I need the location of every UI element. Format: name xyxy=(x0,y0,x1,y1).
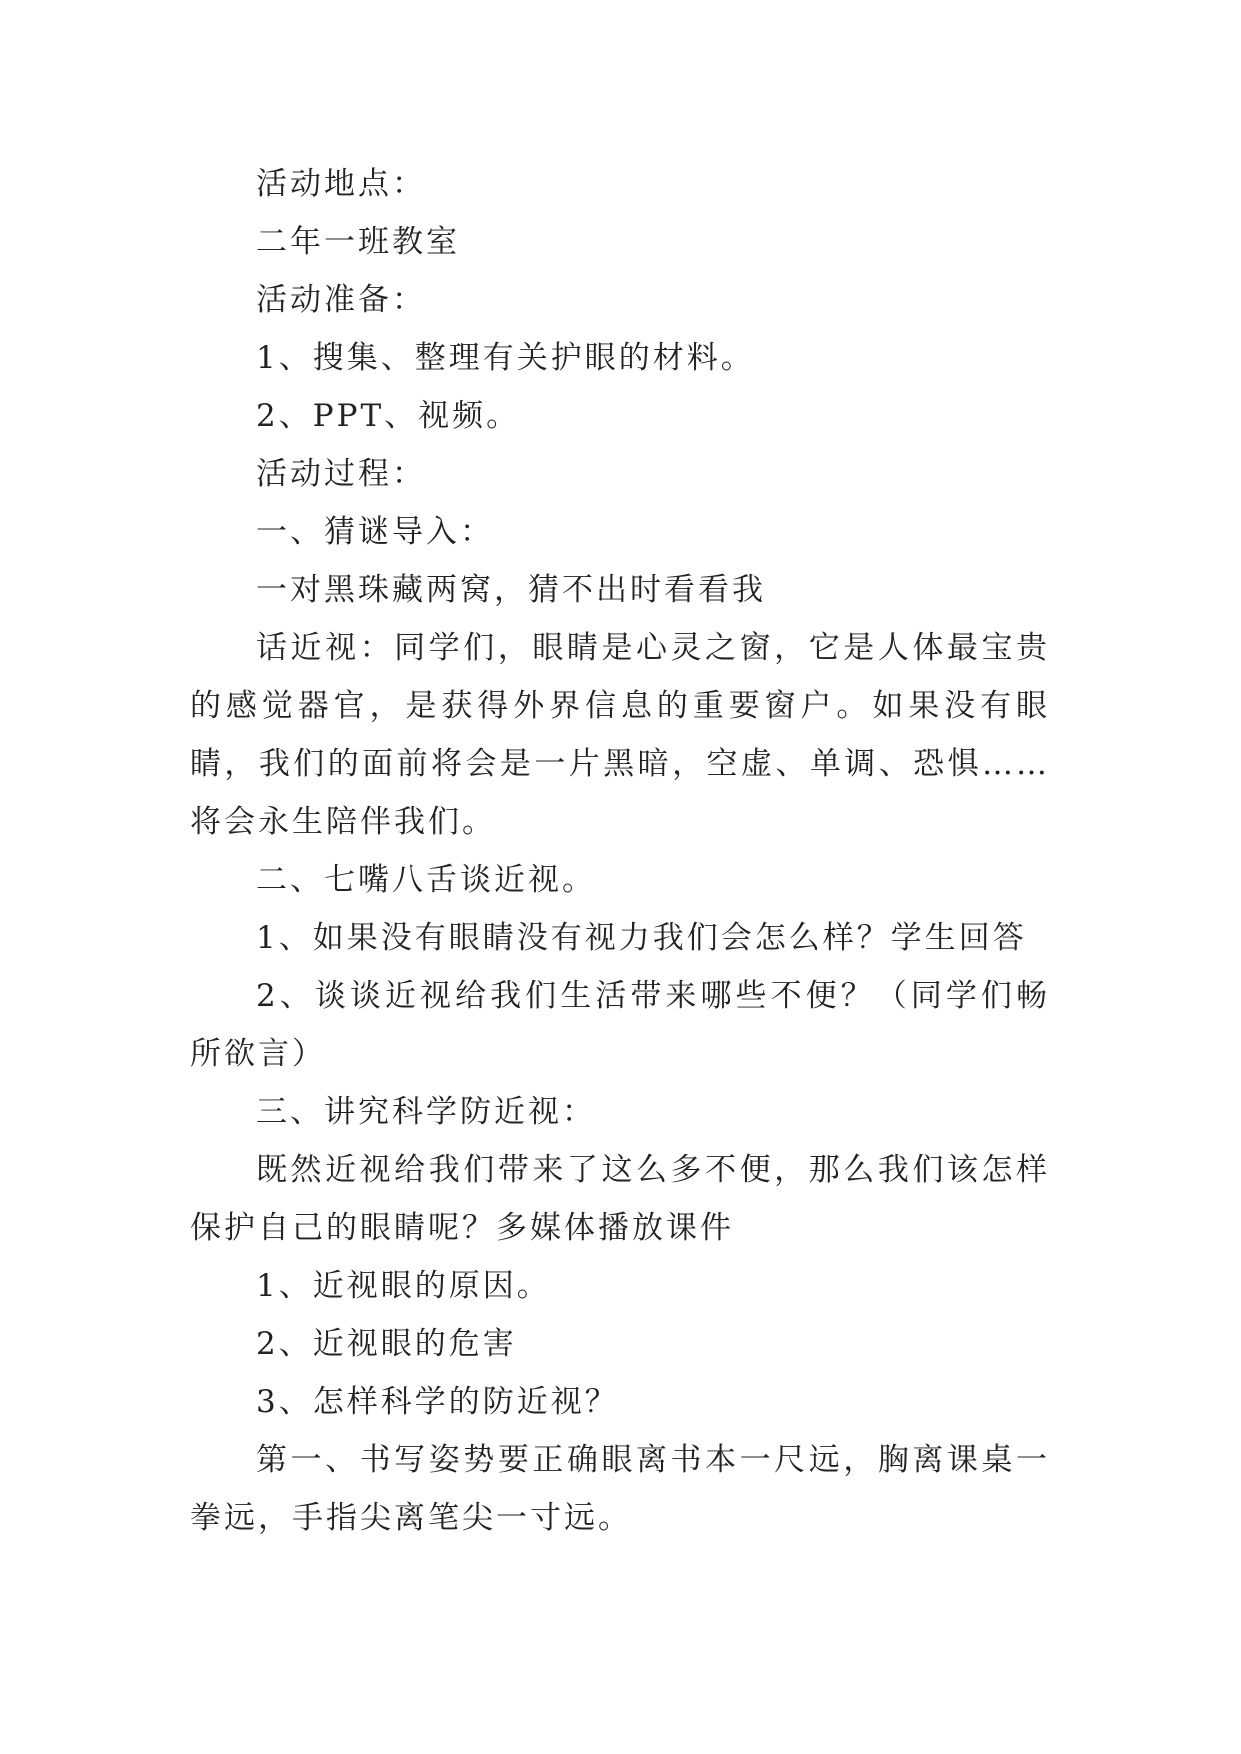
paragraph-activity-location-label: 活动地点： xyxy=(256,166,426,202)
paragraph-activity-process-label: 活动过程： xyxy=(256,456,426,492)
paragraph-question-1: 1、如果没有眼睛没有视力我们会怎么样？学生回答 xyxy=(256,920,1027,956)
paragraph-protect-eyes-intro: 既然近视给我们带来了这么多不便，那么我们该怎样保护自己的眼睛呢？多媒体播放课件 xyxy=(190,1152,1050,1246)
paragraph-riddle: 一对黑珠藏两窝，猜不出时看看我 xyxy=(256,572,766,608)
paragraph-point-1: 1、近视眼的原因。 xyxy=(256,1268,551,1304)
document-body xyxy=(190,155,1050,1547)
paragraph-preparation-item-2: 2、PPT、视频。 xyxy=(256,398,521,434)
paragraph-question-2: 2、谈谈近视给我们生活带来哪些不便？（同学们畅所欲言） xyxy=(190,978,1050,1072)
paragraph-preparation-item-1: 1、搜集、整理有关护眼的材料。 xyxy=(256,340,755,376)
paragraph-talk-myopia: 话近视：同学们，眼睛是心灵之窗，它是人体最宝贵的感觉器官，是获得外界信息的重要窗户。如果没有眼睛，我们的面前将会是一片黑暗，空虚、单调、恐惧……将会永生陪伴我们。 xyxy=(190,630,1050,840)
paragraph-point-2: 2、近视眼的危害 xyxy=(256,1326,517,1362)
paragraph-posture-rule: 第一、书写姿势要正确眼离书本一尺远，胸离课桌一拳远，手指尖离笔尖一寸远。 xyxy=(190,1442,1050,1536)
paragraph-section-2-heading: 二、七嘴八舌谈近视。 xyxy=(256,862,596,898)
paragraph-section-1-heading: 一、猜谜导入： xyxy=(256,514,494,550)
paragraph-section-3-heading: 三、讲究科学防近视： xyxy=(256,1094,596,1130)
paragraph-point-3: 3、怎样科学的防近视？ xyxy=(256,1384,619,1420)
paragraph-activity-location: 二年一班教室 xyxy=(256,224,460,260)
paragraph-activity-preparation-label: 活动准备： xyxy=(256,282,426,318)
